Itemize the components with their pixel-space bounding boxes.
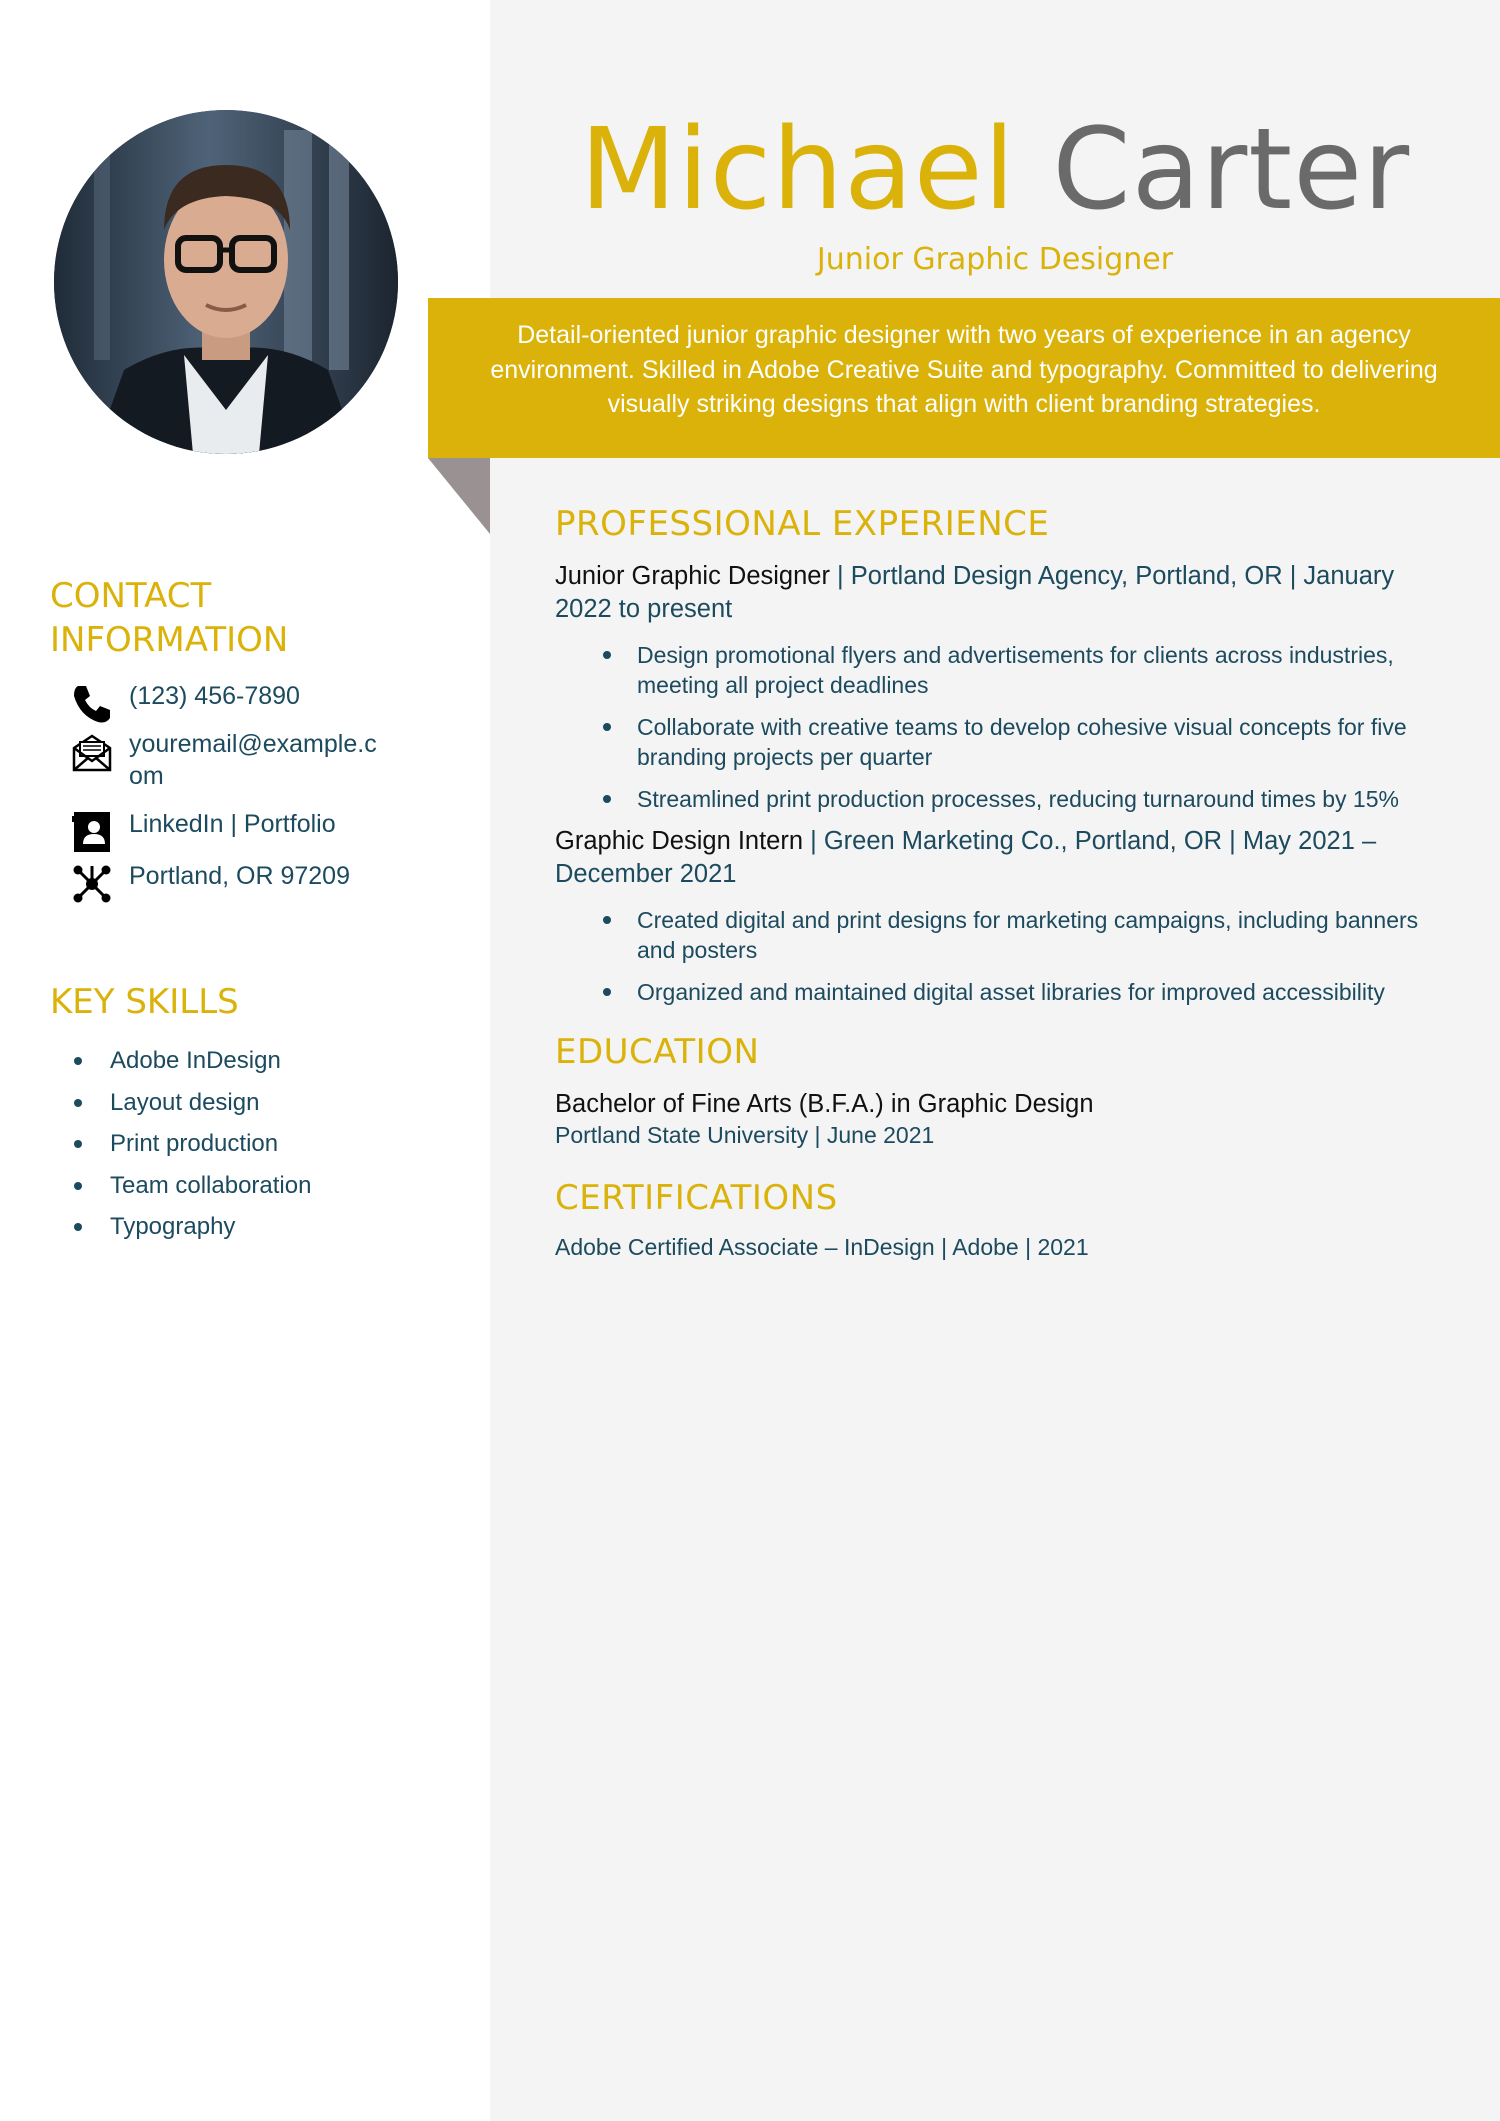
email-text-line1: youremail@example.c [129, 730, 377, 758]
job-bullet: Collaborate with creative teams to develop cohesive visual concepts for five branding projects per quarter [555, 712, 1435, 772]
certification-item: Adobe Certified Associate – InDesign | Adobe | 2021 [555, 1234, 1089, 1260]
profile-photo [54, 110, 398, 454]
job-role: Junior Graphic Designer [555, 562, 830, 590]
job-details: | Green Marketing Co., Portland, OR | May 2021 – December 2021 [555, 827, 1377, 888]
skill-item: Print production [74, 1123, 311, 1165]
contact-heading-line2: INFORMATION [50, 620, 289, 660]
banner-fold-decoration [428, 458, 490, 534]
job-entry-2 [555, 825, 1435, 1019]
contact-email [70, 728, 470, 792]
skills-list [74, 1040, 311, 1248]
job-entry-1 [555, 560, 1435, 826]
candidate-name [490, 100, 1500, 240]
network-icon [70, 862, 114, 906]
location-text: Portland, OR 97209 [129, 862, 350, 890]
skill-item: Team collaboration [74, 1165, 311, 1207]
education-degree: Bachelor of Fine Arts (B.F.A.) in Graphic Design [555, 1090, 1094, 1118]
job-bullets [555, 905, 1435, 1007]
job-header [555, 825, 1435, 891]
job-bullets [555, 640, 1435, 814]
skill-item: Layout design [74, 1082, 311, 1124]
skill-item: Adobe InDesign [74, 1040, 311, 1082]
education-school: Portland State University | June 2021 [555, 1122, 935, 1148]
job-title: Junior Graphic Designer [816, 242, 1174, 277]
phone-icon [70, 682, 114, 726]
skill-item: Typography [74, 1206, 311, 1248]
job-bullet: Organized and maintained digital asset libraries for improved accessibility [555, 977, 1435, 1007]
contact-heading-line1: CONTACT [50, 576, 212, 616]
certifications-heading: CERTIFICATIONS [555, 1178, 838, 1218]
last-name: Carter [1052, 105, 1411, 235]
education-heading: EDUCATION [555, 1032, 760, 1072]
phone-text: (123) 456-7890 [129, 682, 300, 710]
email-text-line2: om [129, 762, 164, 790]
links-text[interactable]: LinkedIn | Portfolio [129, 810, 336, 838]
email-icon [70, 730, 114, 774]
summary-banner [428, 298, 1500, 458]
job-bullet: Design promotional flyers and advertisements for clients across industries, meeting all project deadlines [555, 640, 1435, 700]
experience-heading: PROFESSIONAL EXPERIENCE [555, 504, 1050, 544]
education-entry [555, 1088, 1435, 1150]
job-header [555, 560, 1435, 626]
job-bullet: Streamlined print production processes, reducing turnaround times by 15% [555, 784, 1435, 814]
skills-heading: KEY SKILLS [50, 982, 239, 1022]
contact-heading [50, 574, 288, 662]
contact-phone [70, 680, 470, 712]
summary-text: Detail-oriented junior graphic designer with two years of experience in an agency environment. Skilled in Adobe Creative Suite and typography. Committed to delivering visually striking designs that align with client branding strategies. [490, 321, 1438, 418]
job-details: | Portland Design Agency, Portland, OR | January 2022 to present [555, 562, 1395, 623]
contact-list [70, 680, 470, 892]
contact-card-icon [70, 810, 114, 854]
contact-links [70, 808, 470, 840]
job-role: Graphic Design Intern [555, 827, 804, 855]
job-bullet: Created digital and print designs for marketing campaigns, including banners and posters [555, 905, 1435, 965]
first-name: Michael [579, 105, 1016, 235]
contact-location [70, 860, 470, 892]
